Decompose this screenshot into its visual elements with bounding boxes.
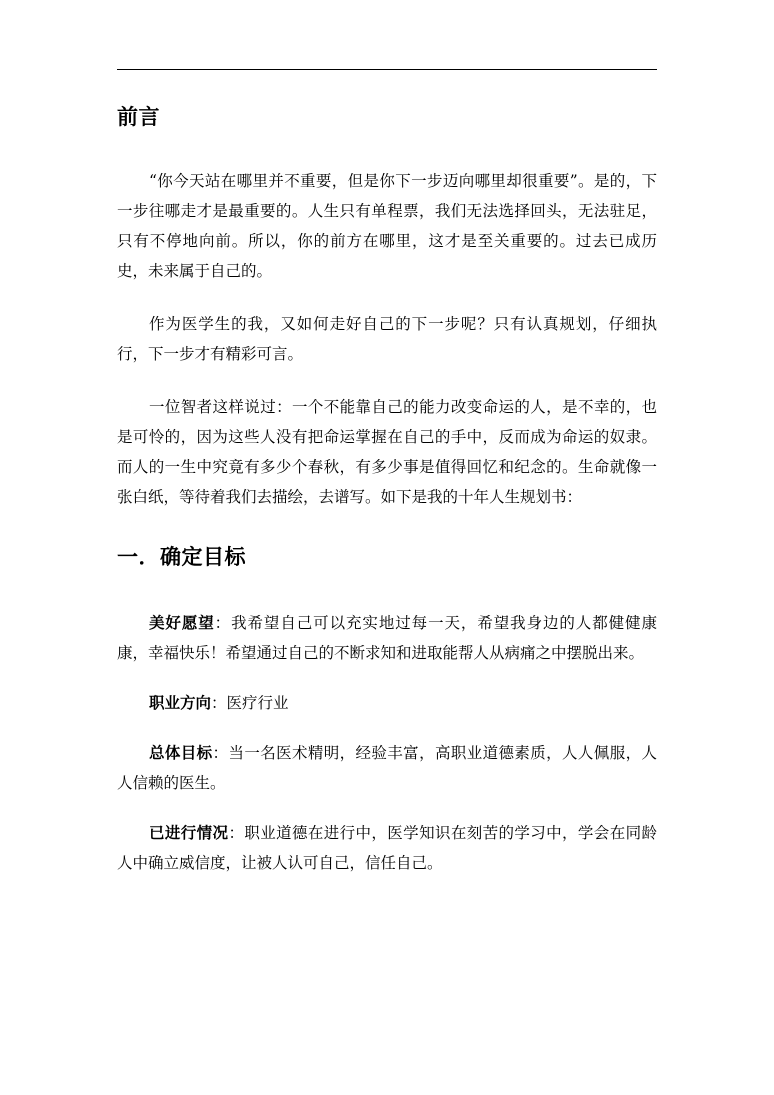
intro-heading: 前言 bbox=[117, 105, 160, 129]
intro-section bbox=[117, 102, 657, 512]
header-rule bbox=[117, 69, 657, 70]
goal-text: 医疗行业 bbox=[226, 694, 289, 712]
goal-text: 当一名医术精明，经验丰富，高职业道德素质，人人佩服，人人信赖的医生。 bbox=[117, 744, 657, 792]
goal-label: 总体目标 bbox=[149, 744, 213, 762]
goal-label: 已进行情况 bbox=[149, 824, 229, 842]
document-body bbox=[117, 102, 657, 898]
goal-label: 职业方向 bbox=[149, 694, 212, 712]
goal-item-wish bbox=[117, 608, 657, 668]
goals-section bbox=[117, 542, 657, 878]
intro-paragraph: 作为医学生的我，又如何走好自己的下一步呢？只有认真规划，仔细执行，下一步才有精彩可言。 bbox=[117, 315, 657, 363]
goal-item-career bbox=[117, 688, 657, 718]
goal-separator: ： bbox=[214, 614, 232, 632]
goal-separator: ： bbox=[212, 744, 229, 762]
goals-heading: 一．确定目标 bbox=[117, 545, 246, 569]
goal-item-progress bbox=[117, 818, 657, 878]
goal-label: 美好愿望 bbox=[149, 614, 215, 632]
goal-text: 职业道德在进行中，医学知识在刻苦的学习中，学会在同龄人中确立威信度，让被人认可自己，信任自己。 bbox=[117, 824, 657, 872]
goal-separator: ： bbox=[211, 694, 227, 712]
intro-paragraph: “你今天站在哪里并不重要，但是你下一步迈向哪里却很重要”。是的，下一步往哪走才是最重要的。人生只有单程票，我们无法选择回头，无法驻足，只有不停地向前。所以，你的前方在哪里，这才是至关重要的。过去已成历史，未来属于自己的。 bbox=[117, 172, 657, 280]
goal-item-overall bbox=[117, 738, 657, 798]
goal-text: 我希望自己可以充实地过每一天，希望我身边的人都健健康康，幸福快乐！希望通过自己的不断求知和进取能帮人从病痛之中摆脱出来。 bbox=[117, 614, 657, 662]
goal-separator: ： bbox=[228, 824, 245, 842]
intro-paragraph: 一位智者这样说过：一个不能靠自己的能力改变命运的人，是不幸的，也是可怜的，因为这些人没有把命运掌握在自己的手中，反而成为命运的奴隶。而人的一生中究竟有多少个春秋，有多少事是值得回忆和纪念的。生命就像一张白纸，等待着我们去描绘，去谱写。如下是我的十年人生规划书： bbox=[117, 398, 657, 506]
